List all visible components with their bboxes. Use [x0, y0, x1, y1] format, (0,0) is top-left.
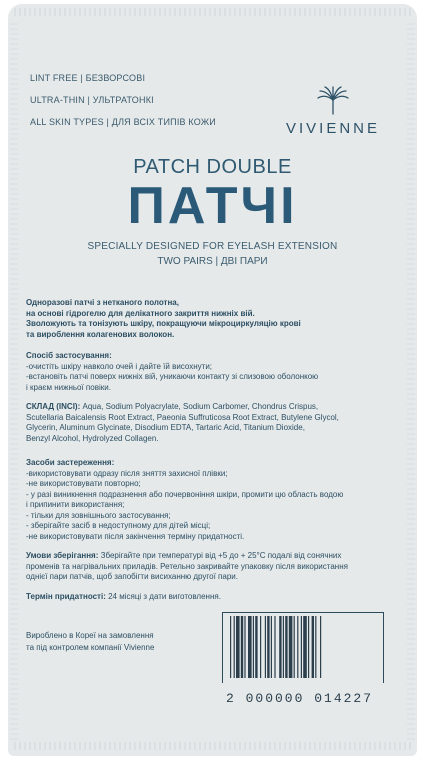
shelf-life-value: 24 місяці з дати виготовлення. — [105, 591, 221, 601]
ingredients-block — [26, 402, 402, 444]
intro-line: та вироблення колагенових волокон. — [26, 329, 175, 339]
ingredients-line: Aqua, Sodium Polyacrylate, Sodium Carbomer, Chondrus Crispus, — [80, 402, 319, 411]
barcode-stripe — [236, 616, 240, 678]
usage-line: і краєм нижньої повіки. — [26, 382, 111, 392]
barcode-stripe — [253, 616, 254, 678]
precaution-line: - тільки для зовнішнього застосування; — [26, 510, 171, 520]
storage-block — [26, 551, 402, 583]
intro-line: Зволожують та тонізують шкіру, покращуючи мікроциркуляцію крові — [26, 319, 301, 328]
manufacturer-note — [26, 630, 154, 654]
top-seal — [14, 8, 411, 16]
barcode-stripe — [315, 616, 316, 678]
product-subtitle: PATCH DOUBLE — [133, 156, 292, 178]
barcode-stripe — [248, 616, 252, 678]
barcode-stripe — [303, 616, 307, 678]
intro-line: на основі гідрогелю для делікатного закриття нижніх вій. — [26, 308, 255, 318]
intro-line: Одноразові патчі з нетканого полотна, — [26, 298, 179, 307]
feature-skin-types: ALL SKIN TYPES | ДЛЯ ВСІХ ТИПІВ КОЖИ — [30, 117, 216, 127]
bottom-seal — [14, 742, 411, 750]
usage-heading: Спосіб застосування: — [26, 351, 112, 360]
product-title: ПАТЧІ — [127, 177, 298, 235]
storage-line: Зберігайте при температурі від +5 до + 25°С подалі від сонячних — [98, 551, 342, 560]
barcode-stripe — [265, 616, 266, 678]
palm-leaf-icon — [314, 86, 352, 116]
precaution-line: -не використовувати повторно; — [26, 479, 141, 488]
barcode-stripe — [255, 616, 257, 678]
pairs-text: TWO PAIRS | ДВІ ПАРИ — [157, 256, 268, 267]
usage-line: -очистіть шкіру навколо очей і дайте їй висохнути; — [26, 361, 213, 371]
barcode-stripe — [271, 616, 272, 678]
ingredients-line: Benzyl Alcohol, Hydrolyzed Collagen. — [26, 433, 159, 443]
barcode-stripe — [285, 616, 287, 678]
precaution-line: - у разі виникнення подразнення або почервоніння шкіри, промити цю область водою — [26, 489, 344, 499]
barcode-stripe — [274, 616, 275, 678]
barcode-stripe — [289, 616, 293, 678]
label-body — [26, 298, 402, 602]
feature-lint-free: LINT FREE | БЕЗВОРСОВІ — [30, 73, 146, 83]
barcode-stripe — [234, 616, 235, 678]
barcode-stripe — [308, 616, 309, 678]
barcode-stripe — [294, 616, 295, 678]
storage-line: променів та нагрівальних приладів. Ретельно закривайте упаковку після використання — [26, 561, 348, 571]
precaution-line: -не використовувати після закінчення терміну придатності. — [26, 531, 245, 541]
barcode-stripe — [279, 616, 281, 678]
manufacturer-line: та під контролем компанії Vivienne — [26, 643, 155, 652]
ingredients-line: Scutellaria Baicalensis Root Extract, Paeonia Suffruticosa Root Extract, Butylene Glycol, — [26, 412, 339, 422]
manufacturer-line: Вироблено в Кореї на замовлення — [26, 631, 154, 640]
barcode-stripe — [230, 616, 231, 678]
barcode-stripe — [320, 616, 321, 678]
barcode-stripe — [297, 616, 298, 678]
usage-line: -встановіть патчі поверх нижніх вій, уникаючи контакту зі слизовою оболонкою — [26, 372, 319, 381]
barcode-stripe — [283, 616, 284, 678]
brand-logo — [268, 86, 398, 137]
barcode-stripe — [267, 616, 269, 678]
shelf-life-label: Термін придатності: — [26, 591, 106, 601]
storage-line: однієї пари патчів, щоб запобігти висиханню другої пари. — [26, 572, 238, 581]
precautions-heading: Засоби застереження: — [26, 458, 115, 467]
feature-list — [30, 72, 216, 138]
storage-label: Умови зберігання: — [26, 551, 99, 560]
precaution-line: - зберігайте засіб в недоступному для дітей місці; — [26, 521, 211, 530]
feature-ultra-thin: ULTRA-THIN | УЛЬТРАТОНКІ — [30, 95, 154, 105]
intro-paragraph — [26, 298, 402, 340]
ingredients-label: СКЛАД (INCI): — [26, 402, 81, 411]
precaution-line: і припинити використання; — [26, 500, 125, 509]
barcode-stripe — [260, 616, 261, 678]
barcode-stripe — [312, 616, 314, 678]
barcode-stripe — [241, 616, 243, 678]
precaution-line: -використовувати одразу після зняття захисної плівки; — [26, 468, 228, 478]
barcode-stripe — [244, 616, 245, 678]
barcode-number: 2 000000 014227 — [226, 691, 374, 706]
left-seal — [10, 20, 18, 740]
right-seal — [407, 20, 415, 740]
barcode-bars — [228, 616, 376, 678]
barcode-stripe — [301, 616, 302, 678]
designed-for-text: SPECIALLY DESIGNED FOR EYELASH EXTENSION — [87, 241, 338, 252]
brand-name: VIVIENNE — [285, 120, 381, 137]
ingredients-line: Glycerin, Aluminum Glycinate, Disodium EDTA, Tartaric Acid, Titanium Dioxide, — [26, 423, 305, 432]
barcode — [222, 612, 382, 682]
shelf-life-block — [26, 592, 402, 603]
